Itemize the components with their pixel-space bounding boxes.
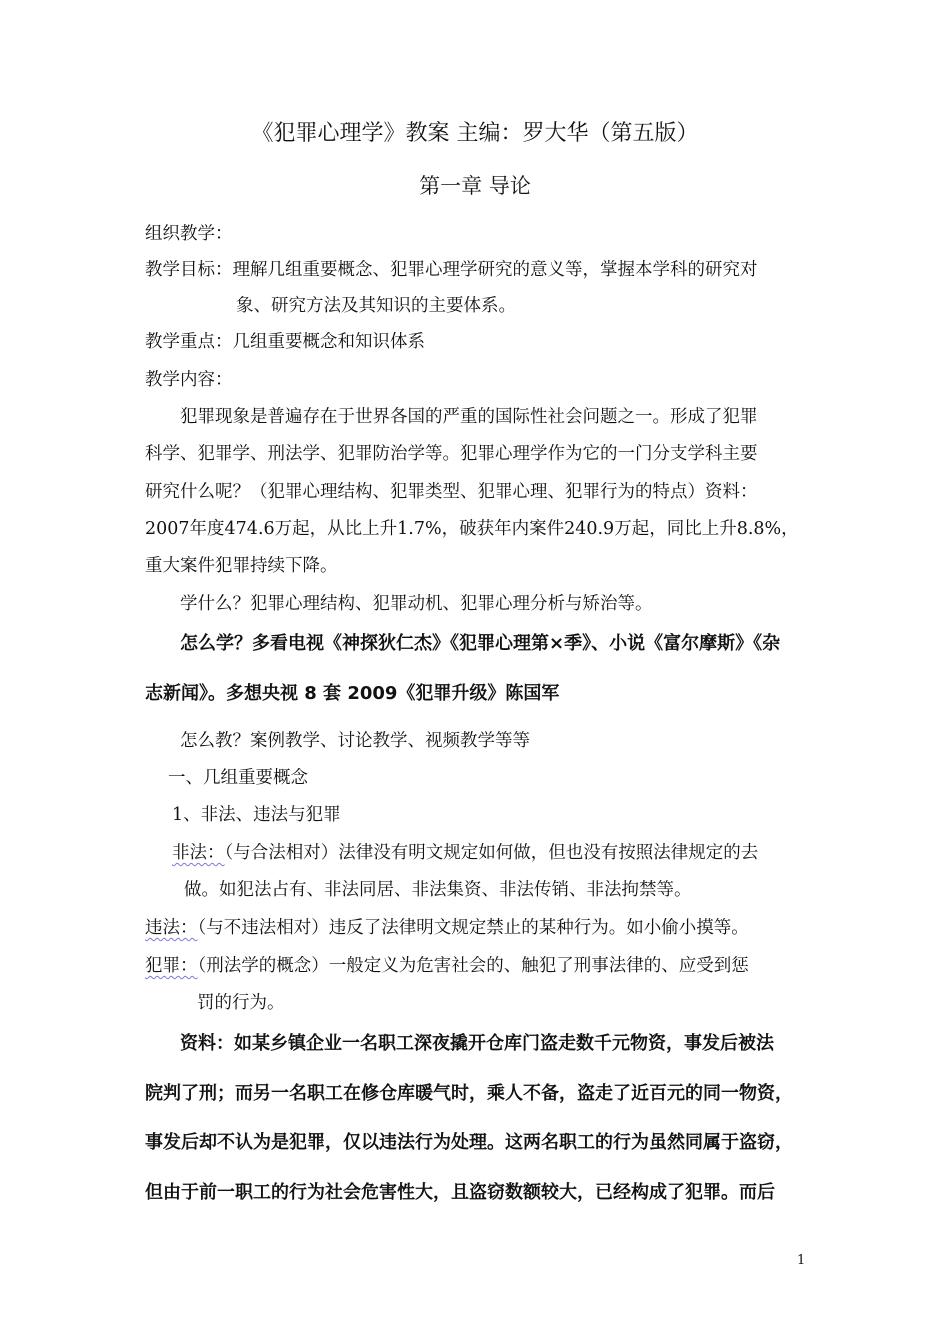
case-material-line-2: 院判了刑；而另一名职工在修仓库暖气时，乘人不备，盗走了近百元的同一物资，	[145, 1083, 793, 1104]
paragraph-1-line-5: 重大案件犯罪持续下降。	[145, 556, 338, 576]
page-number: 1	[797, 1253, 806, 1268]
section-1-heading: 一、几组重要概念	[168, 768, 308, 788]
illegal-definition-line-2: 做。如犯法占有、非法同居、非法集资、非法传销、非法拘禁等。	[184, 880, 692, 900]
teaching-key-points: 教学重点：几组重要概念和知识体系	[145, 332, 425, 352]
document-title: 《犯罪心理学》教案 主编：罗大华（第五版）	[251, 121, 699, 146]
case-material-line-3: 事发后却不认为是犯罪，仅以违法行为处理。这两名职工的行为虽然同属于盗窃，	[145, 1132, 793, 1153]
teaching-goal-line-1: 教学目标：理解几组重要概念、犯罪心理学研究的意义等，掌握本学科的研究对	[145, 260, 758, 280]
illegal-term: 非法：	[172, 843, 225, 863]
subsection-1-heading: 1、非法、违法与犯罪	[172, 805, 341, 825]
crime-definition-text: （刑法学的概念）一般定义为危害社会的、触犯了刑事法律的、应受到惩	[197, 956, 749, 976]
paragraph-1-line-4: 2007年度474.6万起，从比上升1.7%，破获年内案件240.9万起，同比上升8.8%，	[145, 519, 799, 539]
violation-definition-line	[145, 916, 749, 940]
how-to-learn-line-1: 怎么学？多看电视《神探狄仁杰》《犯罪心理第×季》、小说《富尔摩斯》《杂	[180, 633, 781, 654]
teaching-content-label: 教学内容：	[145, 370, 233, 390]
crime-definition-line-1	[145, 954, 749, 978]
case-material-line-4: 但由于前一职工的行为社会危害性大，且盗窃数额较大，已经构成了犯罪。而后	[145, 1182, 775, 1203]
case-material-line-1: 资料：如某乡镇企业一名职工深夜撬开仓库门盗走数千元物资，事发后被法	[180, 1033, 774, 1054]
crime-definition-line-2: 罚的行为。	[197, 993, 285, 1013]
teaching-goal-line-2: 象、研究方法及其知识的主要体系。	[236, 296, 516, 316]
how-to-teach-line: 怎么教？案例教学、讨论教学、视频教学等等	[180, 731, 530, 751]
chapter-heading: 第一章 导论	[419, 174, 531, 198]
paragraph-1-line-3: 研究什么呢？（犯罪心理结构、犯罪类型、犯罪心理、犯罪行为的特点）资料：	[145, 482, 758, 502]
how-to-learn-line-2: 志新闻》。多想央视 8 套 2009《犯罪升级》陈国军	[145, 683, 560, 704]
violation-term: 违法：	[145, 918, 198, 938]
paragraph-1-line-1: 犯罪现象是普遍存在于世界各国的严重的国际性社会问题之一。形成了犯罪	[180, 407, 758, 427]
illegal-definition-line-1	[172, 841, 758, 865]
crime-term: 犯罪：	[145, 956, 198, 976]
illegal-definition-text: （与合法相对）法律没有明文规定如何做，但也没有按照法律规定的去	[224, 843, 759, 863]
paragraph-1-line-2: 科学、犯罪学、刑法学、犯罪防治学等。犯罪心理学作为它的一门分支学科主要	[145, 444, 758, 464]
org-teaching-label: 组织教学：	[145, 224, 233, 244]
violation-definition-text: （与不违法相对）违反了法律明文规定禁止的某种行为。如小偷小摸等。	[197, 918, 749, 938]
learn-what-line: 学什么？犯罪心理结构、犯罪动机、犯罪心理分析与矫治等。	[180, 594, 653, 614]
